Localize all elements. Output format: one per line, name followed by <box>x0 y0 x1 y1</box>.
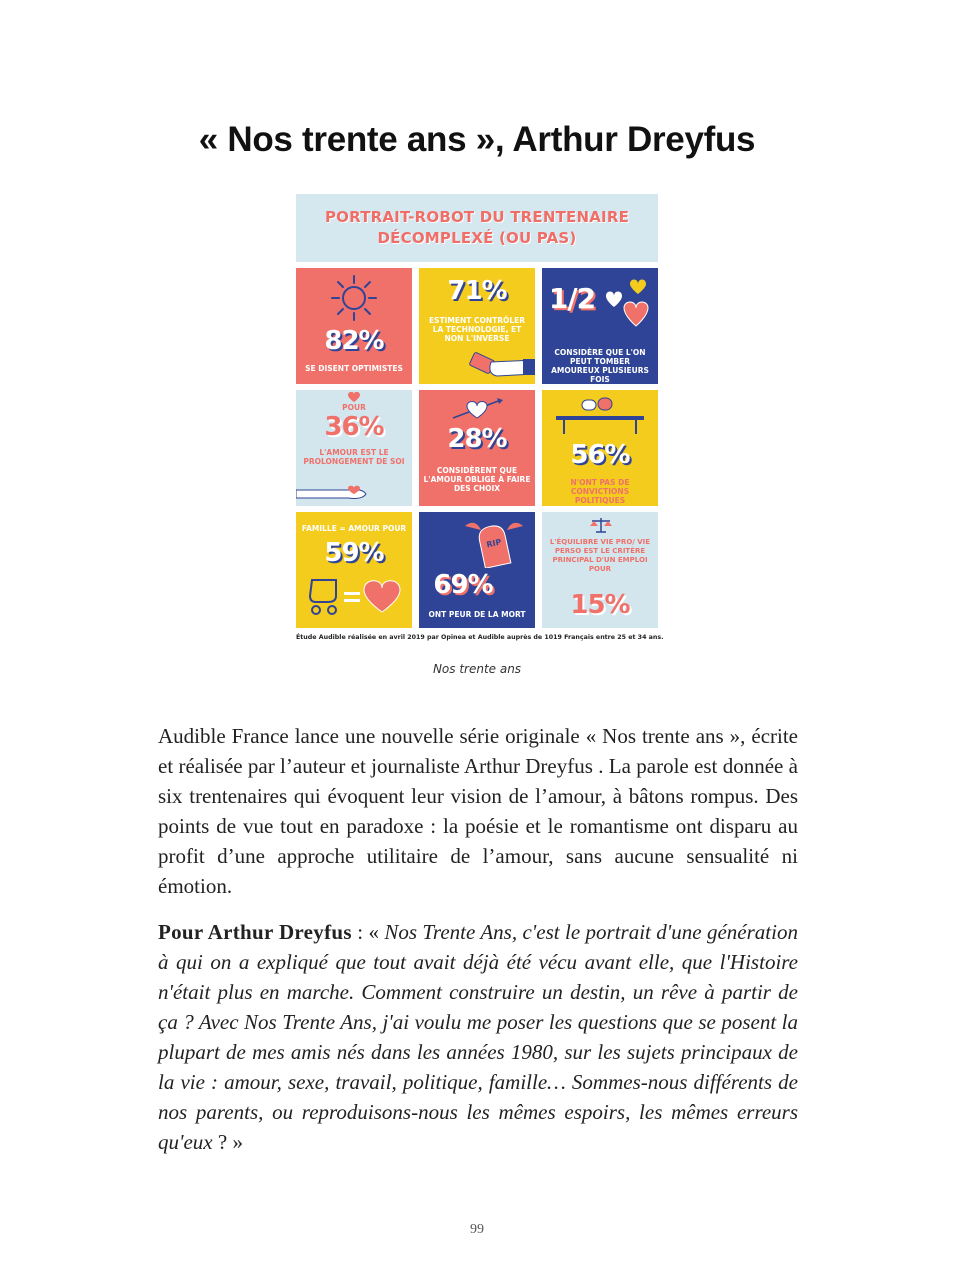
sun-icon <box>330 274 378 322</box>
hearts-icon <box>598 274 654 336</box>
stat-value: 71% <box>447 276 507 306</box>
stat-value: 15% <box>570 590 630 620</box>
stat-caption: CONSIDÈRENT QUE L'AMOUR OBLIGE À FAIRE DES CHOIX <box>423 466 531 493</box>
arrow-heart-icon <box>449 396 505 422</box>
tile-politics <box>542 390 658 506</box>
stat-value: 69% <box>433 570 493 600</box>
tile-extension-of-self <box>296 390 412 506</box>
quote-separator: : « <box>351 920 385 944</box>
infographic-header-line2: DÉCOMPLEXÉ (OU PAS) <box>377 229 577 247</box>
stat-value: 28% <box>447 424 507 454</box>
body-paragraph-2 <box>158 917 798 1157</box>
tile-fear-of-death <box>419 512 535 628</box>
podium-icon <box>552 394 648 434</box>
stat-caption: ONT PEUR DE LA MORT <box>428 610 526 619</box>
stat-caption: N'ONT PAS DE CONVICTIONS POLITIQUES <box>570 478 630 505</box>
stat-value: 56% <box>570 440 630 470</box>
stat-prefix: POUR <box>342 403 366 412</box>
stat-value: 36% <box>324 412 384 442</box>
tombstone-rip: RIP <box>485 537 503 550</box>
hand-heart-icon <box>296 484 372 502</box>
stat-value: 59% <box>324 538 384 568</box>
tile-love-choices <box>419 390 535 506</box>
stat-caption: SE DISENT OPTIMISTES <box>305 364 403 373</box>
tombstone-icon <box>459 516 529 568</box>
stroller-heart-icon <box>306 574 404 618</box>
stat-value: 82% <box>324 326 384 356</box>
scale-icon <box>590 516 612 534</box>
hand-phone-icon <box>463 350 535 380</box>
body-paragraph-1: Audible France lance une nouvelle série originale « Nos trente ans », écrite et réalisée par l’auteur et journaliste Arthur Dreyfus . La parole est donnée à six trentenaires qui évoquent leur vision de l’amour, à bâtons rompus. Des points de vue tout en paradoxe : la poésie et le romantisme ont disparu au profit d’une approche utilitaire de l’amour, sans aucune sensualité ni émotion. <box>158 724 798 898</box>
quote-end: ? » <box>212 1130 243 1154</box>
stat-caption: ESTIMENT CONTRÔLER LA TECHNOLOGIE, ET NON L'INVERSE <box>428 316 526 343</box>
small-heart-icon <box>348 392 360 402</box>
tile-optimists <box>296 268 412 384</box>
image-caption: Nos trente ans <box>432 662 522 676</box>
stat-prefix: FAMILLE = AMOUR POUR <box>301 524 407 533</box>
page-title: « Nos trente ans », Arthur Dreyfus <box>198 120 756 159</box>
stat-caption: L'ÉQUILIBRE VIE PRO/ VIE PERSO EST LE CRITÈRE PRINCIPAL D'UN EMPLOI POUR <box>549 538 651 573</box>
infographic-header <box>296 194 658 262</box>
stat-value: 1/2 <box>548 282 596 315</box>
tile-work-life <box>542 512 658 628</box>
tile-technology <box>419 268 535 384</box>
infographic-footnote: Étude Audible réalisée en avril 2019 par Opinea et Audible auprès de 1019 Français entre 25 et 34 ans. <box>296 634 664 641</box>
quote-lead: Pour Arthur Dreyfus <box>158 920 352 944</box>
tile-love-many <box>542 268 658 384</box>
infographic-header-line1: PORTRAIT-ROBOT DU TRENTENAIRE <box>324 208 630 226</box>
stat-caption: L'AMOUR EST LE PROLONGEMENT DE SOI <box>303 448 405 466</box>
tile-family <box>296 512 412 628</box>
quote-text: Nos Trente Ans, c'est le portrait d'une génération à qui on a expliqué que tout avait déjà été vécu avant elle, que l'Histoire n'était plus en marche. Comment construire un destin, un rêve à partir de ça ? Avec Nos Trente Ans, j'ai voulu me poser les questions que se posent la plupart de mes amis nés dans les années 1980, sur les sujets principaux de la vie : amour, sexe, travail, politique, famille… Sommes-nous différents de nos parents, ou reproduisons-nous les mêmes espoirs, les mêmes erreurs qu'eux <box>158 920 798 1154</box>
stat-caption: CONSIDÈRE QUE L'ON PEUT TOMBER AMOUREUX PLUSIEURS FOIS <box>551 348 649 384</box>
page-number: 99 <box>470 1222 484 1237</box>
infographic-image <box>296 194 664 648</box>
